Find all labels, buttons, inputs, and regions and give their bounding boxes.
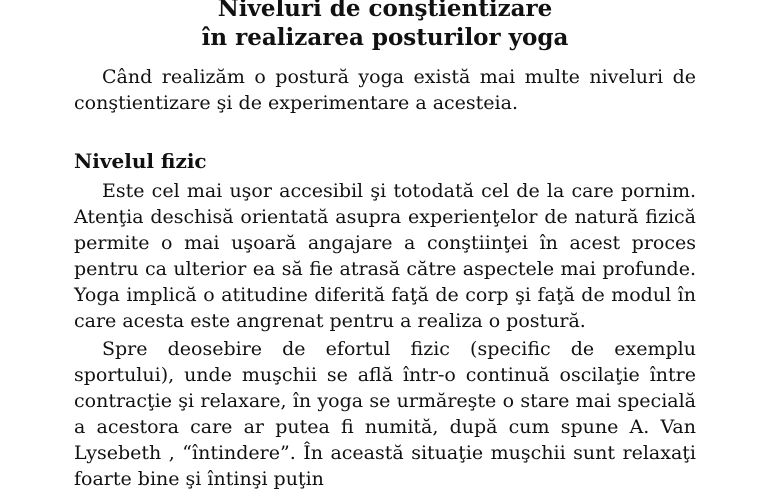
body-paragraph-1: Este cel mai uşor accesibil şi totodată cel de la care pornim. Atenţia deschisă orientată asupra experienţelor de natură fizică permite o mai uşoară angajare a conştiinţei în acest proces pentru ca ulterior ea să fie atrasă către aspectele mai profunde. Yoga implică o atitudine diferită faţă de corp şi faţă de modul în care acesta este angrenat pentru a realiza o postură. xyxy=(74,180,696,332)
document-page xyxy=(74,0,696,492)
title-line-1: Niveluri de conştientizare xyxy=(217,0,553,22)
intro-paragraph: Când realizăm o postură yoga există mai multe niveluri de conştientizare şi de experimentare a acesteia. xyxy=(74,66,696,114)
section-heading: Nivelul fizic xyxy=(74,149,207,173)
body-paragraph-2: Spre deosebire de efortul fizic (specific de exemplu sportului), unde muşchii se află într-o continuă oscilaţie între contracţie şi relaxare, în yoga se urmăreşte o stare mai specială a acestora care ar putea fi numită, după cum spune A. Van Lysebeth , “întindere”. În această situaţie muşchii sunt relaxaţi foarte bine şi întinşi puţin xyxy=(74,338,696,490)
page-title xyxy=(74,0,696,52)
title-line-2: în realizarea posturilor yoga xyxy=(201,24,569,51)
